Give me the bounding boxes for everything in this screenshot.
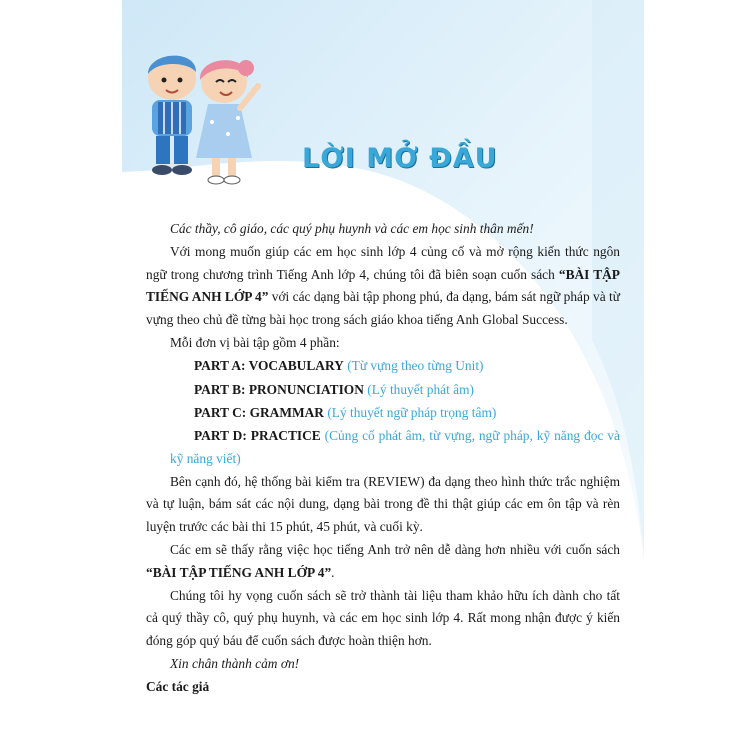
intro-text-start: Với mong muốn giúp các em học sinh lớp 4 củng cố và mở rộng kiến thức ngôn ngữ trong chương trình Tiếng Anh lớp 4, chúng tôi đã biên soạn cuốn sách (146, 244, 620, 282)
part-description: (Lý thuyết phát âm) (367, 381, 474, 397)
thanks-line: Xin chân thành cảm ơn! (170, 656, 300, 672)
page-title: LỜI MỞ ĐẦU (302, 143, 498, 174)
easy-text-start: Các em sẽ thấy rằng việc học tiếng Anh trở nên dễ dàng hơn nhiều với cuốn sách (170, 542, 620, 558)
greeting: Các thầy, cô giáo, các quý phụ huynh và các em học sinh thân mến! (170, 221, 534, 236)
intro-text-end: với các dạng bài tập phong phú, đa dạng, bám sát ngữ pháp và từ vựng theo chủ đề từng bài học trong sách giáo khoa tiếng Anh Global Success. (146, 289, 620, 327)
part-description: (Lý thuyết ngữ pháp trọng tâm) (327, 404, 497, 420)
review-paragraph: Bên cạnh đó, hệ thống bài kiểm tra (REVIEW) đa dạng theo hình thức trắc nghiệm và tự luận, bám sát các nội dung, dạng bài trong đề thi thật giúp các em ôn tập và rèn luyện trước các bài thi 15 phút, 45 phút, và cuối kỳ. (146, 473, 620, 534)
signature: Các tác giả (146, 679, 210, 695)
part-item (146, 402, 620, 425)
children-illustration (128, 38, 264, 196)
part-description: (Củng cố phát âm, từ vựng, ngữ pháp, kỹ năng đọc và kỹ năng viết) (170, 427, 620, 466)
book-title: “BÀI TẬP TIẾNG ANH LỚP 4” (146, 266, 620, 305)
parts-intro: Mỗi đơn vị bài tập gồm 4 phần: (170, 335, 340, 351)
part-description: (Từ vựng theo từng Unit) (347, 358, 484, 374)
part-label: PART B: PRONUNCIATION (194, 381, 364, 397)
part-label: PART A: VOCABULARY (194, 358, 344, 374)
book-title: “BÀI TẬP TIẾNG ANH LỚP 4” (146, 564, 332, 580)
book-page (122, 0, 644, 750)
part-item (146, 355, 620, 378)
preface-body (146, 218, 620, 700)
part-label: PART C: GRAMMAR (194, 404, 324, 420)
part-item (146, 425, 620, 470)
intro-paragraph (146, 241, 620, 331)
hope-paragraph: Chúng tôi hy vọng cuốn sách sẽ trở thành tài liệu tham khảo hữu ích dành cho tất cả quý thầy cô, quý phụ huynh, và các em học sinh lớp 4. Rất mong nhận được ý kiến đóng góp quý báu để cuốn sách được hoàn thiện hơn. (146, 587, 620, 649)
easy-text-end: . (331, 564, 335, 580)
part-label: PART D: PRACTICE (194, 427, 321, 443)
part-item (146, 379, 620, 402)
easy-paragraph (146, 539, 620, 584)
